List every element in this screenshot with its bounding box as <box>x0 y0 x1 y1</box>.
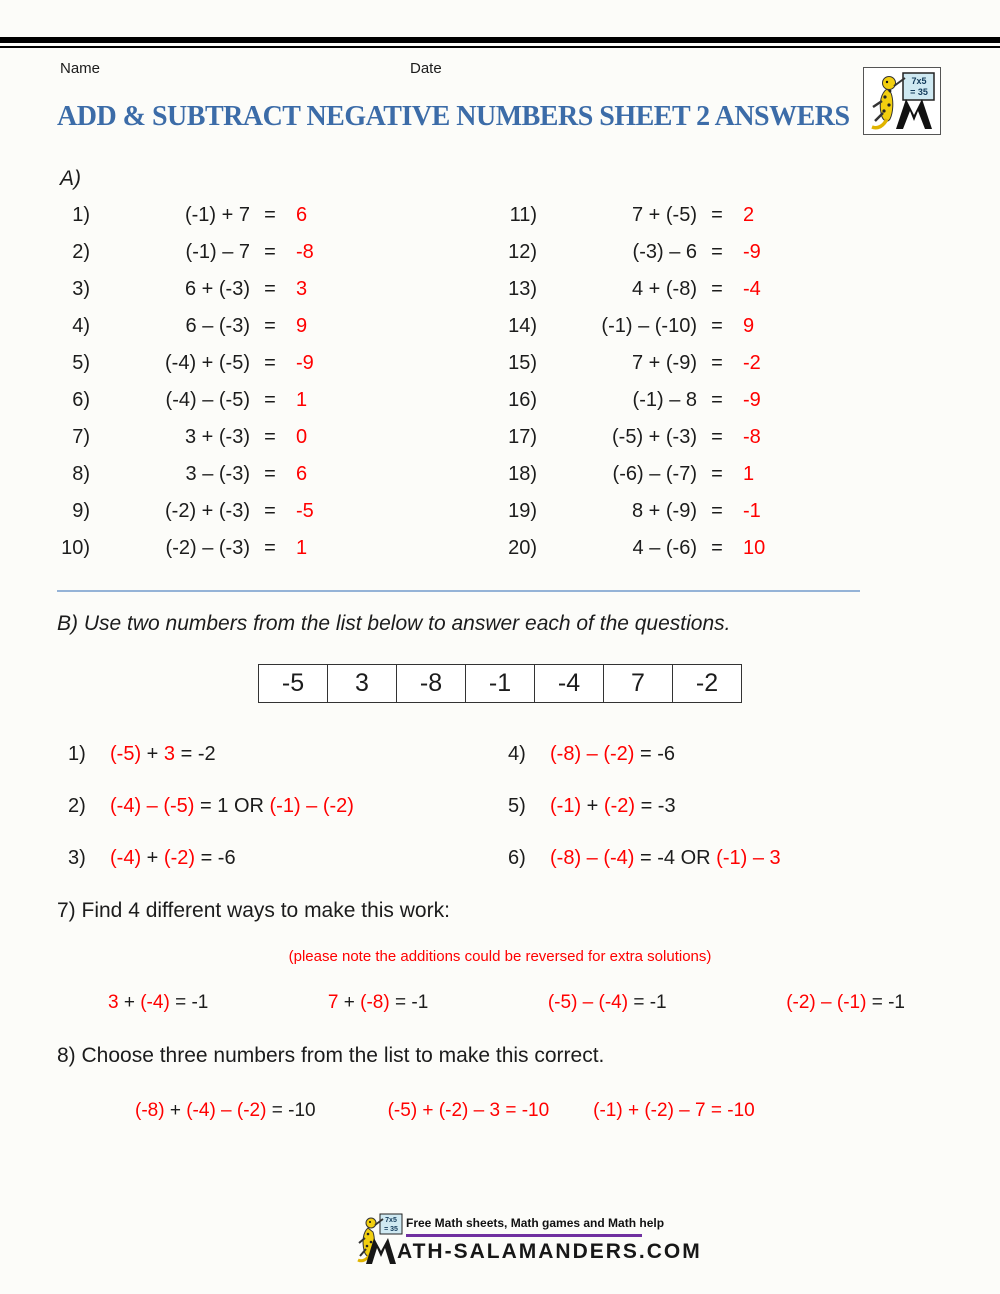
problem-answer: 3 <box>296 278 308 300</box>
section-7-label: 7) Find 4 different ways to make this work: <box>57 899 450 922</box>
problem-number: 13) <box>508 278 537 300</box>
equals-sign: = <box>264 537 276 559</box>
question-equation <box>550 847 781 870</box>
equation-part: + <box>141 742 164 765</box>
problem-row <box>497 234 807 271</box>
equation-part: = 1 OR <box>194 794 270 817</box>
number-list-cell: -2 <box>672 665 741 702</box>
problem-number: 7) <box>72 426 90 448</box>
svg-text:7x5: 7x5 <box>911 76 927 86</box>
b-question <box>508 743 938 766</box>
question-number: 5) <box>508 794 526 817</box>
problem-row <box>50 493 360 530</box>
answer-part: (-5) + (-2) – 3 = -10 <box>387 1100 550 1121</box>
problem-answer: 6 <box>296 463 308 485</box>
b-question <box>68 795 508 818</box>
number-list-cell: -8 <box>396 665 465 702</box>
problem-number: 3) <box>72 278 90 300</box>
problem-answer: -5 <box>296 500 314 522</box>
problem-row <box>497 308 807 345</box>
problem-row <box>497 271 807 308</box>
problem-expression: 3 + (-3) <box>184 426 250 448</box>
equals-sign: = <box>264 426 276 448</box>
section-8-label: 8) Choose three numbers from the list to make this correct. <box>57 1044 605 1067</box>
problem-number: 8) <box>72 463 90 485</box>
section-a-label: A) <box>60 167 81 190</box>
equals-sign: = <box>264 241 276 263</box>
problem-answer: 10 <box>743 537 766 559</box>
answer-part: (-1) + (-2) – 7 = -10 <box>593 1100 755 1121</box>
svg-text:= 35: = 35 <box>910 87 928 97</box>
equation-part: + <box>118 992 141 1013</box>
equation-part: = -1 <box>389 992 429 1013</box>
problem-expression: (-1) – 7 <box>185 241 250 263</box>
answer-part: (-4) <box>110 846 142 869</box>
problem-number: 17) <box>508 426 537 448</box>
equals-sign: = <box>711 315 723 337</box>
b-question <box>68 743 508 766</box>
equals-sign: = <box>711 463 723 485</box>
number-list-cell: 7 <box>603 665 672 702</box>
answer-part: (-5) <box>110 742 142 765</box>
problem-expression: 4 – (-6) <box>632 537 697 559</box>
problem-expression: (-5) + (-3) <box>612 426 697 448</box>
question-equation <box>550 795 676 818</box>
solution-equation <box>388 1100 550 1122</box>
problem-answer: -1 <box>743 500 761 522</box>
problem-row <box>50 345 360 382</box>
problem-expression: 7 + (-5) <box>631 204 697 226</box>
equals-sign: = <box>711 278 723 300</box>
answer-part: (-8) <box>135 1100 165 1121</box>
footer-wordmark <box>366 1238 702 1264</box>
equals-sign: = <box>711 426 723 448</box>
question-number: 4) <box>508 742 526 765</box>
answer-part: (-4) <box>110 794 142 817</box>
svg-text:7x5: 7x5 <box>385 1217 397 1224</box>
b-question-row <box>68 728 948 780</box>
section-a-column-1 <box>50 197 360 567</box>
problem-answer: 1 <box>743 463 755 485</box>
answer-part: – <box>215 1100 237 1121</box>
problem-answer: -4 <box>743 278 761 300</box>
answer-part: 7 <box>327 992 339 1013</box>
math-salamanders-logo <box>863 67 941 140</box>
problem-number: 12) <box>508 241 537 263</box>
equation-part: + <box>164 1100 187 1121</box>
number-list-table <box>258 664 742 703</box>
section-divider <box>57 590 860 592</box>
equation-part: = -10 <box>266 1100 316 1121</box>
problem-row <box>50 530 360 567</box>
problem-row <box>497 493 807 530</box>
problem-number: 20) <box>508 537 537 559</box>
problem-expression: (-4) + (-5) <box>165 352 250 374</box>
problem-row <box>497 382 807 419</box>
problem-answer: -8 <box>743 426 761 448</box>
solution-equation <box>108 992 208 1014</box>
b-question-row <box>68 832 948 884</box>
top-rule <box>0 37 1000 48</box>
equals-sign: = <box>711 352 723 374</box>
problem-row <box>50 271 360 308</box>
date-label: Date <box>410 60 442 77</box>
solution-equation <box>786 992 905 1014</box>
equation-part: OR <box>680 846 717 869</box>
solution-equation <box>135 1100 316 1122</box>
equals-sign: = <box>711 204 723 226</box>
problem-answer: -9 <box>743 241 761 263</box>
problem-expression: (-1) – 8 <box>632 389 697 411</box>
equation-part: = -4 <box>634 846 681 869</box>
question-equation <box>110 795 354 818</box>
answer-part: (-4) <box>603 846 635 869</box>
question-equation <box>110 847 236 870</box>
b-question <box>508 795 938 818</box>
answer-part: (-1) <box>550 794 582 817</box>
problem-answer: -2 <box>743 352 761 374</box>
equation-part: = -1 <box>628 992 667 1013</box>
b-question-row <box>68 780 948 832</box>
problem-number: 11) <box>509 204 537 226</box>
answer-part: (-2) <box>603 794 636 817</box>
solution-equation <box>593 1100 755 1122</box>
problem-expression: (-1) – (-10) <box>601 315 697 337</box>
problem-answer: 9 <box>743 315 755 337</box>
number-list-cell: -4 <box>534 665 603 702</box>
problem-row <box>50 456 360 493</box>
problem-number: 6) <box>72 389 90 411</box>
problem-number: 1) <box>72 204 90 226</box>
problem-number: 15) <box>508 352 537 374</box>
name-label: Name <box>60 60 101 77</box>
problem-expression: (-6) – (-7) <box>612 463 697 485</box>
question-equation <box>110 743 216 766</box>
problem-answer: 2 <box>743 204 755 226</box>
equation-part: = -2 <box>175 742 216 765</box>
problem-number: 16) <box>508 389 537 411</box>
problem-answer: -9 <box>296 352 314 374</box>
solution-equation <box>328 992 428 1014</box>
question-equation <box>550 743 675 766</box>
problem-expression: (-2) – (-3) <box>165 537 250 559</box>
problem-expression: (-4) – (-5) <box>165 389 250 411</box>
answer-part: (-8) <box>360 992 390 1013</box>
equals-sign: = <box>264 352 276 374</box>
page-title: ADD & SUBTRACT NEGATIVE NUMBERS SHEET 2 ANSWERS <box>57 101 850 132</box>
problem-expression: 6 – (-3) <box>185 315 250 337</box>
answer-part: (-1) – (-2) <box>269 794 354 817</box>
footer-wordmark-text: ATH-SALAMANDERS.COM <box>397 1240 702 1263</box>
problem-answer: 1 <box>296 537 308 559</box>
problem-answer: 9 <box>296 315 308 337</box>
problem-expression: (-1) + 7 <box>184 204 250 226</box>
b-question <box>508 847 938 870</box>
equals-sign: = <box>264 500 276 522</box>
equals-sign: = <box>711 241 723 263</box>
answer-part: 3 <box>108 992 119 1013</box>
equation-part: + <box>141 846 164 869</box>
equation-part: = -1 <box>169 992 209 1013</box>
equation-part: = -1 <box>866 992 905 1013</box>
equals-sign: = <box>711 537 723 559</box>
solution-equation <box>548 992 667 1014</box>
problem-answer: -9 <box>743 389 761 411</box>
problem-expression: 6 + (-3) <box>184 278 250 300</box>
answer-part: (-2) – (-1) <box>786 992 867 1013</box>
answer-part: (-1) – 3 <box>716 846 781 869</box>
equation-part: = -6 <box>195 846 236 869</box>
answer-part: (-2) <box>603 742 635 765</box>
footer-purple-rule <box>406 1234 642 1237</box>
section-b-questions <box>68 728 948 884</box>
answer-part: (-8) <box>550 846 582 869</box>
equals-sign: = <box>264 315 276 337</box>
answer-part: (-5) <box>163 794 195 817</box>
equals-sign: = <box>264 463 276 485</box>
question-number: 6) <box>508 846 526 869</box>
problem-expression: 4 + (-8) <box>631 278 697 300</box>
problem-row <box>497 197 807 234</box>
footer-tagline: Free Math sheets, Math games and Math help <box>406 1216 665 1230</box>
answer-part: (-2) <box>163 846 196 869</box>
answer-part: – <box>581 742 604 765</box>
problem-expression: (-3) – 6 <box>632 241 697 263</box>
problem-answer: -8 <box>296 241 314 263</box>
answer-part: (-8) <box>550 742 582 765</box>
problem-number: 14) <box>508 315 537 337</box>
equation-part: = -6 <box>634 742 676 765</box>
answer-part: (-5) – (-4) <box>547 992 629 1013</box>
equals-sign: = <box>711 500 723 522</box>
equals-sign: = <box>264 204 276 226</box>
answer-part: – <box>141 794 164 817</box>
equals-sign: = <box>264 389 276 411</box>
salamander-logo-icon <box>863 67 941 135</box>
equation-part: + <box>338 992 361 1013</box>
b-question <box>68 847 508 870</box>
section-7-equations <box>108 992 905 1014</box>
problem-number: 2) <box>72 241 90 263</box>
problem-number: 4) <box>72 315 90 337</box>
problem-number: 9) <box>72 500 90 522</box>
problem-row <box>50 197 360 234</box>
section-a-column-2 <box>497 197 807 567</box>
problem-number: 5) <box>72 352 90 374</box>
problem-answer: 0 <box>296 426 308 448</box>
problem-row <box>497 456 807 493</box>
equals-sign: = <box>711 389 723 411</box>
answer-part: (-4) <box>140 992 170 1013</box>
answer-part: – <box>581 846 604 869</box>
question-number: 3) <box>68 846 86 869</box>
problem-row <box>497 345 807 382</box>
answer-part: 3 <box>163 742 176 765</box>
problem-row <box>497 419 807 456</box>
problem-number: 19) <box>508 500 537 522</box>
question-number: 1) <box>68 742 86 765</box>
problem-expression: 8 + (-9) <box>631 500 697 522</box>
problem-expression: 3 – (-3) <box>185 463 250 485</box>
problem-expression: (-2) + (-3) <box>165 500 250 522</box>
answer-part: (-2) <box>236 1100 267 1121</box>
number-list-cell: -1 <box>465 665 534 702</box>
section-b-label: B) Use two numbers from the list below to answer each of the questions. <box>57 612 731 635</box>
wordmark-m-icon <box>366 1238 396 1264</box>
number-list-cell: -5 <box>281 669 305 697</box>
equals-sign: = <box>264 278 276 300</box>
problem-row <box>50 234 360 271</box>
section-8-equations <box>135 1100 755 1122</box>
problem-answer: 6 <box>296 204 308 226</box>
problem-row <box>50 308 360 345</box>
problem-row <box>50 419 360 456</box>
equation-part: = -3 <box>635 794 676 817</box>
problem-number: 18) <box>508 463 537 485</box>
problem-expression: 7 + (-9) <box>631 352 697 374</box>
number-list-cell: 3 <box>327 665 396 702</box>
answer-part: (-4) <box>186 1100 216 1121</box>
problem-answer: 1 <box>296 389 308 411</box>
problem-row <box>50 382 360 419</box>
section-7-note: (please note the additions could be reversed for extra solutions) <box>288 948 712 965</box>
problem-number: 10) <box>61 537 90 559</box>
problem-row <box>497 530 807 567</box>
svg-text:= 35: = 35 <box>384 1226 398 1233</box>
question-number: 2) <box>68 794 86 817</box>
equation-part: + <box>581 794 604 817</box>
